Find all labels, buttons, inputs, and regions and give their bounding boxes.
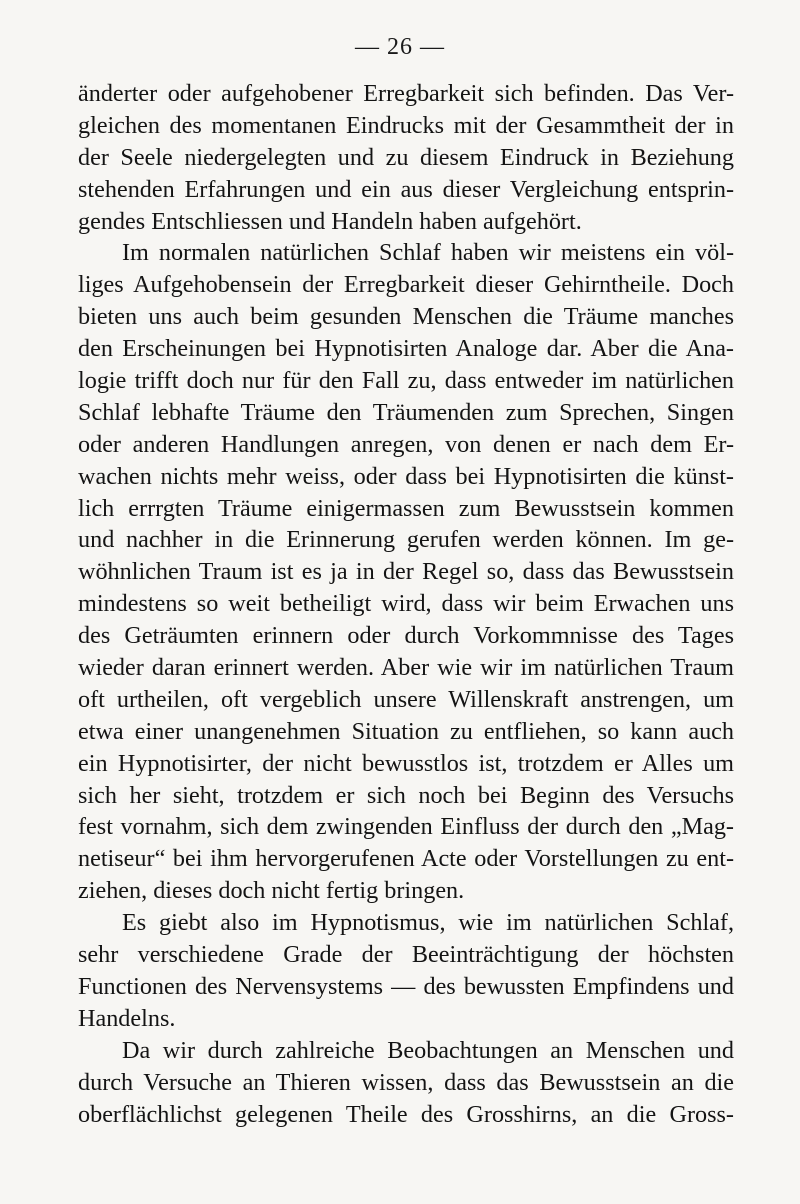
text-line: ziehen, dieses doch nicht fertig bringen. bbox=[78, 877, 465, 905]
text-line: der Seele niedergelegten und zu diesem Eindruck in Beziehung bbox=[78, 143, 734, 171]
text-line: gendes Entschliessen und Handeln haben aufgehört. bbox=[78, 207, 582, 235]
text-line: des Geträumten erinnern oder durch Vorkommnisse des Tages bbox=[78, 622, 734, 650]
paragraph-1 bbox=[78, 78, 734, 237]
text-line: änderter oder aufgehobener Erregbarkeit sich befinden. Das Ver- bbox=[78, 80, 734, 107]
text-line: oberflächlichst gelegenen Theile des Grosshirns, an die Gross- bbox=[78, 1100, 734, 1128]
text-line: oft urtheilen, oft vergeblich unsere Willenskraft anstrengen, um bbox=[78, 685, 734, 713]
text-line: den Erscheinungen bei Hypnotisirten Analoge dar. Aber die Ana- bbox=[78, 335, 734, 363]
text-line: wieder daran erinnert werden. Aber wie wir im natürlichen Traum bbox=[78, 654, 734, 682]
text-line: Functionen des Nervensystems — des bewussten Empfindens und bbox=[78, 972, 734, 1000]
text-line: wachen nichts mehr weiss, oder dass bei Hypnotisirten die künst- bbox=[78, 462, 734, 490]
text-line: stehenden Erfahrungen und ein aus dieser Vergleichung entsprin- bbox=[78, 175, 734, 203]
text-line: netiseur“ bei ihm hervorgerufenen Acte oder Vorstellungen zu ent- bbox=[78, 845, 734, 873]
text-line: lich errrgten Träume einigermassen zum Bewusstsein kommen bbox=[78, 494, 734, 522]
text-line: wöhnlichen Traum ist es ja in der Regel so, dass das Bewusstsein bbox=[78, 558, 734, 586]
text-line: ein Hypnotisirter, der nicht bewusstlos ist, trotzdem er Alles um bbox=[78, 749, 734, 777]
text-line: sich her sieht, trotzdem er sich noch bei Beginn des Versuchs bbox=[78, 781, 734, 809]
page-number: — 26 — bbox=[355, 34, 445, 60]
paragraph-3 bbox=[78, 907, 734, 1035]
text-line: gleichen des momentanen Eindrucks mit der Gesammtheit der in bbox=[78, 111, 734, 139]
text-line: fest vornahm, sich dem zwingenden Einfluss der durch den „Mag- bbox=[78, 813, 734, 841]
text-line: Da wir durch zahlreiche Beobachtungen an Menschen und bbox=[122, 1036, 734, 1064]
text-line: bieten uns auch beim gesunden Menschen die Träume manches bbox=[78, 303, 734, 331]
body-text bbox=[78, 78, 734, 1130]
paragraph-4 bbox=[78, 1035, 734, 1131]
text-line: Es giebt also im Hypnotismus, wie im natürlichen Schlaf, bbox=[122, 909, 734, 937]
text-line: und nachher in die Erinnerung gerufen werden können. Im ge- bbox=[78, 526, 734, 554]
text-line: Handelns. bbox=[78, 1004, 176, 1032]
text-line: logie trifft doch nur für den Fall zu, dass entweder im natürlichen bbox=[78, 367, 734, 395]
text-line: Im normalen natürlichen Schlaf haben wir meistens ein völ- bbox=[122, 239, 734, 267]
paragraph-2 bbox=[78, 237, 734, 907]
text-line: etwa einer unangenehmen Situation zu entfliehen, so kann auch bbox=[78, 717, 734, 745]
text-line: sehr verschiedene Grade der Beeinträchtigung der höchsten bbox=[78, 941, 734, 969]
text-line: Schlaf lebhafte Träume den Träumenden zum Sprechen, Singen bbox=[78, 398, 734, 426]
text-line: oder anderen Handlungen anregen, von denen er nach dem Er- bbox=[78, 430, 734, 458]
text-line: durch Versuche an Thieren wissen, dass das Bewusstsein an die bbox=[78, 1068, 734, 1096]
text-line: liges Aufgehobensein der Erregbarkeit dieser Gehirntheile. Doch bbox=[78, 271, 734, 299]
text-line: mindestens so weit betheiligt wird, dass wir beim Erwachen uns bbox=[78, 590, 734, 618]
